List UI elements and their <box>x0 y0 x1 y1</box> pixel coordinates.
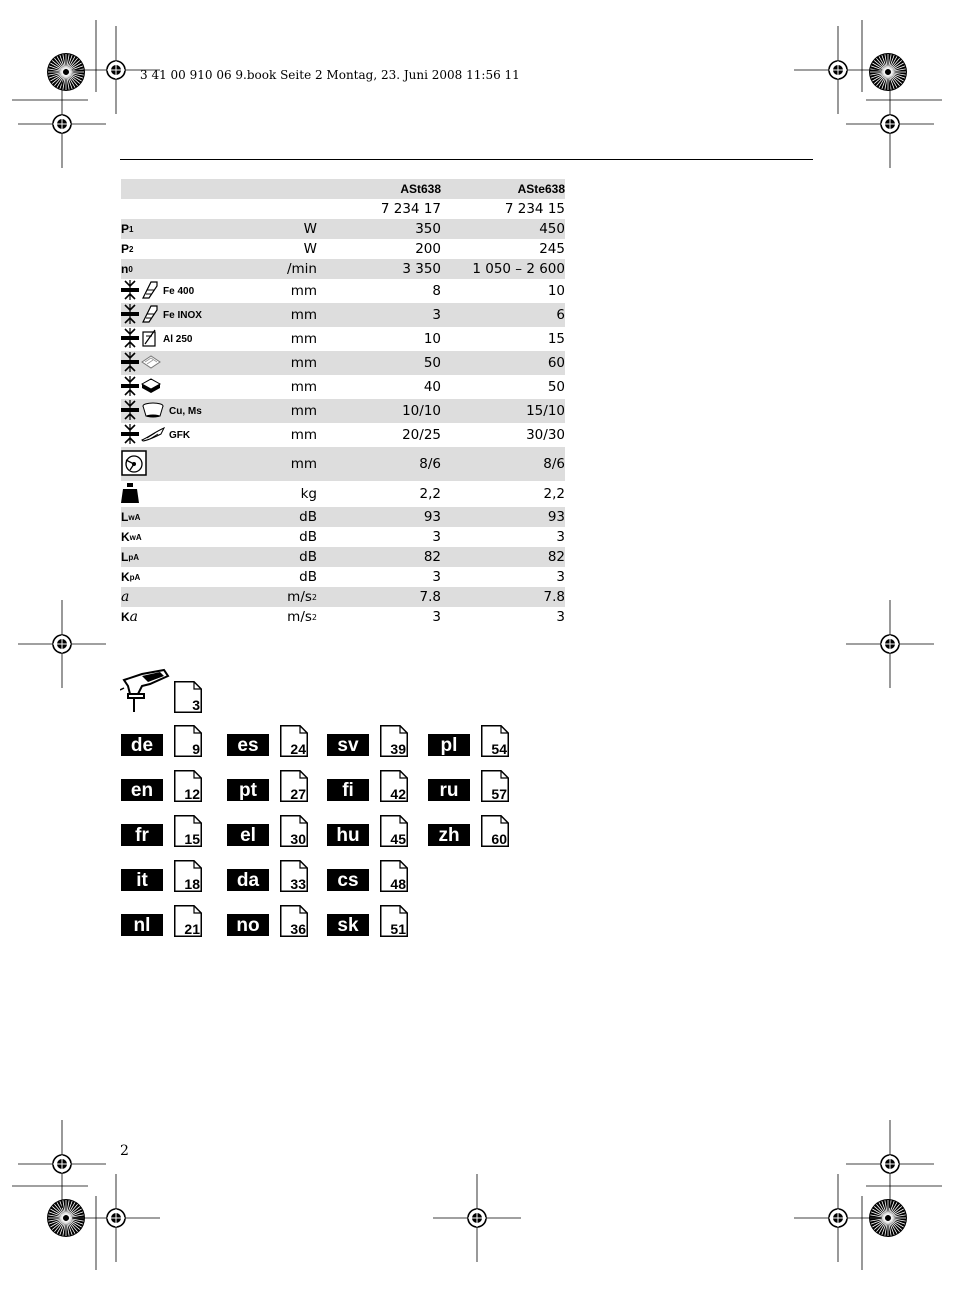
language-code-nl[interactable]: nl <box>121 914 163 936</box>
page-number: 2 <box>120 1143 129 1159</box>
language-code-ru[interactable]: ru <box>428 779 470 801</box>
unit-superscript: 2 <box>311 612 317 622</box>
symbol-subscript: pA <box>128 552 140 562</box>
spec-symbol <box>121 303 202 327</box>
language-page-ref[interactable] <box>280 770 308 802</box>
unit-text: dB <box>299 529 317 545</box>
language-code-sk[interactable]: sk <box>327 914 369 936</box>
spec-value-ast638: 3 <box>432 529 441 545</box>
registration-cross-icon <box>18 1120 106 1208</box>
unit-text: mm <box>290 403 317 419</box>
spec-symbol <box>121 327 192 351</box>
symbol-subscript: 1 <box>129 224 134 234</box>
spec-unit <box>299 547 317 567</box>
cut-depth-arrow-icon <box>121 304 139 327</box>
spec-value-aste638: 82 <box>547 549 565 565</box>
aluminium-material-icon <box>141 328 159 351</box>
gfk-material-icon <box>141 426 165 445</box>
symbol-letter: L <box>121 510 129 524</box>
unit-text: mm <box>290 307 317 323</box>
symbol-letter: n <box>121 262 129 276</box>
spec-symbol <box>121 447 147 481</box>
language-code-zh[interactable]: zh <box>428 824 470 846</box>
spec-unit <box>291 375 317 399</box>
language-page-number: 15 <box>184 831 200 847</box>
spec-value-aste638: 60 <box>547 355 565 371</box>
language-page-ref[interactable] <box>174 860 202 892</box>
material-label: GFK <box>169 429 191 441</box>
spec-symbol <box>121 607 138 627</box>
unit-text: mm <box>290 427 317 443</box>
symbol-letter: K <box>121 530 130 544</box>
language-page-number: 21 <box>184 921 200 937</box>
spec-value-ast638: 20/25 <box>402 427 441 443</box>
spec-symbol <box>121 375 161 399</box>
language-page-number: 9 <box>192 741 200 757</box>
illustration-page-ref[interactable] <box>174 681 202 713</box>
spec-table <box>121 179 565 627</box>
unit-text: /min <box>286 261 317 277</box>
material-label: Fe 400 <box>163 285 195 297</box>
spec-value-aste638: 15/10 <box>526 403 565 419</box>
order-number: 7 234 15 <box>504 201 565 217</box>
spec-value-ast638: 93 <box>423 509 441 525</box>
language-page-ref[interactable] <box>481 770 509 802</box>
spec-row <box>121 447 565 481</box>
language-page-ref[interactable] <box>481 815 509 847</box>
spec-unit <box>291 399 317 423</box>
copper-material-icon <box>141 402 165 421</box>
material-label: Al 250 <box>163 333 193 345</box>
material-label: Cu, Ms <box>169 405 202 417</box>
unit-text: mm <box>290 331 317 347</box>
spec-symbol <box>121 239 133 259</box>
language-page-number: 42 <box>390 786 406 802</box>
unit-text: mm <box>290 456 317 472</box>
language-code-fi[interactable]: fi <box>327 779 369 801</box>
language-code-fr[interactable]: fr <box>121 824 163 846</box>
language-page-ref[interactable] <box>174 815 202 847</box>
language-page-ref[interactable] <box>280 905 308 937</box>
language-page-number: 39 <box>390 741 406 757</box>
registration-cross-icon <box>18 80 106 168</box>
language-page-number: 18 <box>184 876 200 892</box>
spec-value-ast638: 40 <box>423 379 441 395</box>
spec-row <box>121 399 565 423</box>
jigsaw-icon <box>120 668 170 714</box>
spec-value-aste638: 50 <box>547 379 565 395</box>
illustration-page-number: 3 <box>192 697 200 713</box>
language-page-number: 24 <box>290 741 306 757</box>
spec-symbol <box>121 567 140 587</box>
unit-text: dB <box>299 569 317 585</box>
spec-symbol <box>121 399 202 423</box>
spec-row <box>121 481 565 507</box>
language-page-ref[interactable] <box>174 905 202 937</box>
language-page-number: 57 <box>491 786 507 802</box>
language-page-number: 30 <box>290 831 306 847</box>
language-page-ref[interactable] <box>380 770 408 802</box>
spec-unit <box>291 279 317 303</box>
language-code-it[interactable]: it <box>121 869 163 891</box>
language-page-ref[interactable] <box>280 725 308 757</box>
symbol-subscript: wA <box>128 512 141 522</box>
wood-material-icon <box>141 354 161 373</box>
language-page-ref[interactable] <box>174 725 202 757</box>
symbol-letter: K <box>121 570 130 584</box>
steel-material-icon <box>141 280 159 303</box>
spec-symbol <box>121 351 161 375</box>
unit-superscript: 2 <box>311 592 317 602</box>
language-code-cs[interactable]: cs <box>327 869 369 891</box>
spec-row <box>121 507 565 527</box>
spec-value-aste638: 15 <box>547 331 565 347</box>
spec-unit <box>291 423 317 447</box>
spec-symbol <box>121 259 133 279</box>
spec-unit <box>287 607 317 627</box>
language-page-number: 27 <box>290 786 306 802</box>
language-page-number: 54 <box>491 741 507 757</box>
language-page-number: 33 <box>290 876 306 892</box>
vibration-symbol: a <box>129 609 139 625</box>
spec-unit <box>299 527 317 547</box>
spec-value-aste638: 2,2 <box>543 486 565 502</box>
spec-value-aste638: 3 <box>556 609 565 625</box>
swivel-angle-icon <box>121 450 147 479</box>
language-page-ref[interactable] <box>380 815 408 847</box>
model-name: ASte638 <box>517 182 565 196</box>
unit-text: kg <box>300 486 317 502</box>
spec-row <box>121 351 565 375</box>
unit-text: mm <box>290 283 317 299</box>
spec-unit <box>291 303 317 327</box>
registration-cross-icon <box>794 26 882 114</box>
language-code-pl[interactable]: pl <box>428 734 470 756</box>
registration-cross-icon <box>794 1174 882 1262</box>
material-label: Fe INOX <box>163 309 202 321</box>
spec-value-ast638: 82 <box>423 549 441 565</box>
spec-row <box>121 327 565 351</box>
spec-unit <box>287 587 317 607</box>
language-code-sv[interactable]: sv <box>327 734 369 756</box>
registration-cross-icon <box>18 600 106 688</box>
language-page-ref[interactable] <box>380 860 408 892</box>
file-header: 3 41 00 910 06 9.book Seite 2 Montag, 23. Juni 2008 11:56 11 <box>140 68 520 82</box>
language-page-number: 51 <box>390 921 406 937</box>
spec-row <box>121 239 565 259</box>
registration-cross-icon <box>433 1174 521 1262</box>
spec-value-ast638: 2,2 <box>419 486 441 502</box>
symbol-subscript: 0 <box>128 264 133 274</box>
language-code-es[interactable]: es <box>227 734 269 756</box>
registration-cross-icon <box>846 80 934 168</box>
cut-depth-arrow-icon <box>121 280 139 303</box>
language-code-da[interactable]: da <box>227 869 269 891</box>
spec-symbol <box>121 481 139 507</box>
vibration-symbol: a <box>121 589 130 605</box>
unit-text: m/s <box>287 589 312 605</box>
symbol-subscript: 2 <box>129 244 134 254</box>
language-code-hu[interactable]: hu <box>327 824 369 846</box>
language-code-el[interactable]: el <box>227 824 269 846</box>
spec-symbol <box>121 527 142 547</box>
language-page-ref[interactable] <box>380 905 408 937</box>
spec-unit <box>304 239 317 259</box>
spec-value-ast638: 8 <box>432 283 441 299</box>
language-page-ref[interactable] <box>280 815 308 847</box>
order-number-row <box>121 199 565 219</box>
spec-unit <box>299 507 317 527</box>
spec-unit <box>287 259 317 279</box>
unit-text: dB <box>299 509 317 525</box>
spec-value-aste638: 245 <box>539 241 565 257</box>
spec-value-ast638: 3 <box>432 307 441 323</box>
spec-symbol <box>121 279 194 303</box>
hardwood-material-icon <box>141 378 161 397</box>
symbol-letter: P <box>121 222 130 236</box>
unit-text: m/s <box>287 609 312 625</box>
spec-symbol <box>121 587 129 607</box>
cut-depth-arrow-icon <box>121 376 139 399</box>
language-page-ref[interactable] <box>380 725 408 757</box>
unit-text: W <box>303 221 317 237</box>
spec-value-aste638: 7.8 <box>543 589 565 605</box>
spec-value-aste638: 3 <box>556 529 565 545</box>
cut-depth-arrow-icon <box>121 328 139 351</box>
spec-value-aste638: 30/30 <box>526 427 565 443</box>
spec-row <box>121 607 565 627</box>
language-code-no[interactable]: no <box>227 914 269 936</box>
spec-value-ast638: 50 <box>423 355 441 371</box>
cut-depth-arrow-icon <box>121 424 139 447</box>
spec-row <box>121 527 565 547</box>
header-rule <box>120 159 813 160</box>
spec-row <box>121 587 565 607</box>
spec-value-ast638: 200 <box>415 241 441 257</box>
spec-value-aste638: 3 <box>556 569 565 585</box>
registration-cross-icon <box>846 600 934 688</box>
spec-value-aste638: 93 <box>547 509 565 525</box>
spec-value-ast638: 3 350 <box>402 261 441 277</box>
spec-value-aste638: 450 <box>539 221 565 237</box>
spec-row <box>121 375 565 399</box>
registration-star-icon <box>47 53 85 91</box>
spec-symbol <box>121 507 140 527</box>
language-page-number: 45 <box>390 831 406 847</box>
spec-value-aste638: 10 <box>547 283 565 299</box>
registration-cross-icon <box>846 1120 934 1208</box>
spec-row <box>121 259 565 279</box>
cut-depth-arrow-icon <box>121 400 139 423</box>
spec-value-aste638: 1 050 – 2 600 <box>472 261 565 277</box>
spec-symbol <box>121 423 190 447</box>
steel-material-icon <box>141 304 159 327</box>
spec-value-ast638: 3 <box>432 569 441 585</box>
symbol-letter: P <box>121 242 130 256</box>
registration-cross-icon <box>72 1174 160 1262</box>
model-header-row <box>121 179 565 199</box>
language-page-ref[interactable] <box>481 725 509 757</box>
symbol-letter: L <box>121 550 129 564</box>
spec-row <box>121 219 565 239</box>
spec-unit <box>304 219 317 239</box>
model-name: ASt638 <box>400 182 441 196</box>
spec-row <box>121 279 565 303</box>
symbol-subscript: wA <box>129 532 142 542</box>
language-code-pt[interactable]: pt <box>227 779 269 801</box>
spec-row <box>121 567 565 587</box>
unit-text: mm <box>290 355 317 371</box>
spec-unit <box>299 567 317 587</box>
unit-text: dB <box>299 549 317 565</box>
spec-symbol <box>121 547 139 567</box>
language-page-number: 12 <box>184 786 200 802</box>
spec-value-ast638: 8/6 <box>419 456 441 472</box>
spec-unit <box>291 447 317 481</box>
spec-row <box>121 423 565 447</box>
cut-depth-arrow-icon <box>121 352 139 375</box>
symbol-subscript: pA <box>129 572 141 582</box>
spec-value-aste638: 6 <box>556 307 565 323</box>
spec-value-ast638: 350 <box>415 221 441 237</box>
spec-row <box>121 303 565 327</box>
spec-symbol <box>121 219 133 239</box>
language-page-ref[interactable] <box>280 860 308 892</box>
language-page-number: 36 <box>290 921 306 937</box>
spec-unit <box>301 481 317 507</box>
spec-unit <box>291 327 317 351</box>
spec-value-ast638: 7.8 <box>419 589 441 605</box>
spec-value-ast638: 10 <box>423 331 441 347</box>
registration-star-icon <box>869 53 907 91</box>
weight-icon <box>121 483 139 506</box>
spec-value-aste638: 8/6 <box>543 456 565 472</box>
language-page-number: 60 <box>491 831 507 847</box>
spec-value-ast638: 3 <box>432 609 441 625</box>
spec-row <box>121 547 565 567</box>
spec-unit <box>291 351 317 375</box>
symbol-letter: K <box>121 610 130 624</box>
language-code-en[interactable]: en <box>121 779 163 801</box>
order-number: 7 234 17 <box>380 201 441 217</box>
spec-value-ast638: 10/10 <box>402 403 441 419</box>
language-page-number: 48 <box>390 876 406 892</box>
language-code-de[interactable]: de <box>121 734 163 756</box>
unit-text: mm <box>290 379 317 395</box>
language-page-ref[interactable] <box>174 770 202 802</box>
unit-text: W <box>303 241 317 257</box>
